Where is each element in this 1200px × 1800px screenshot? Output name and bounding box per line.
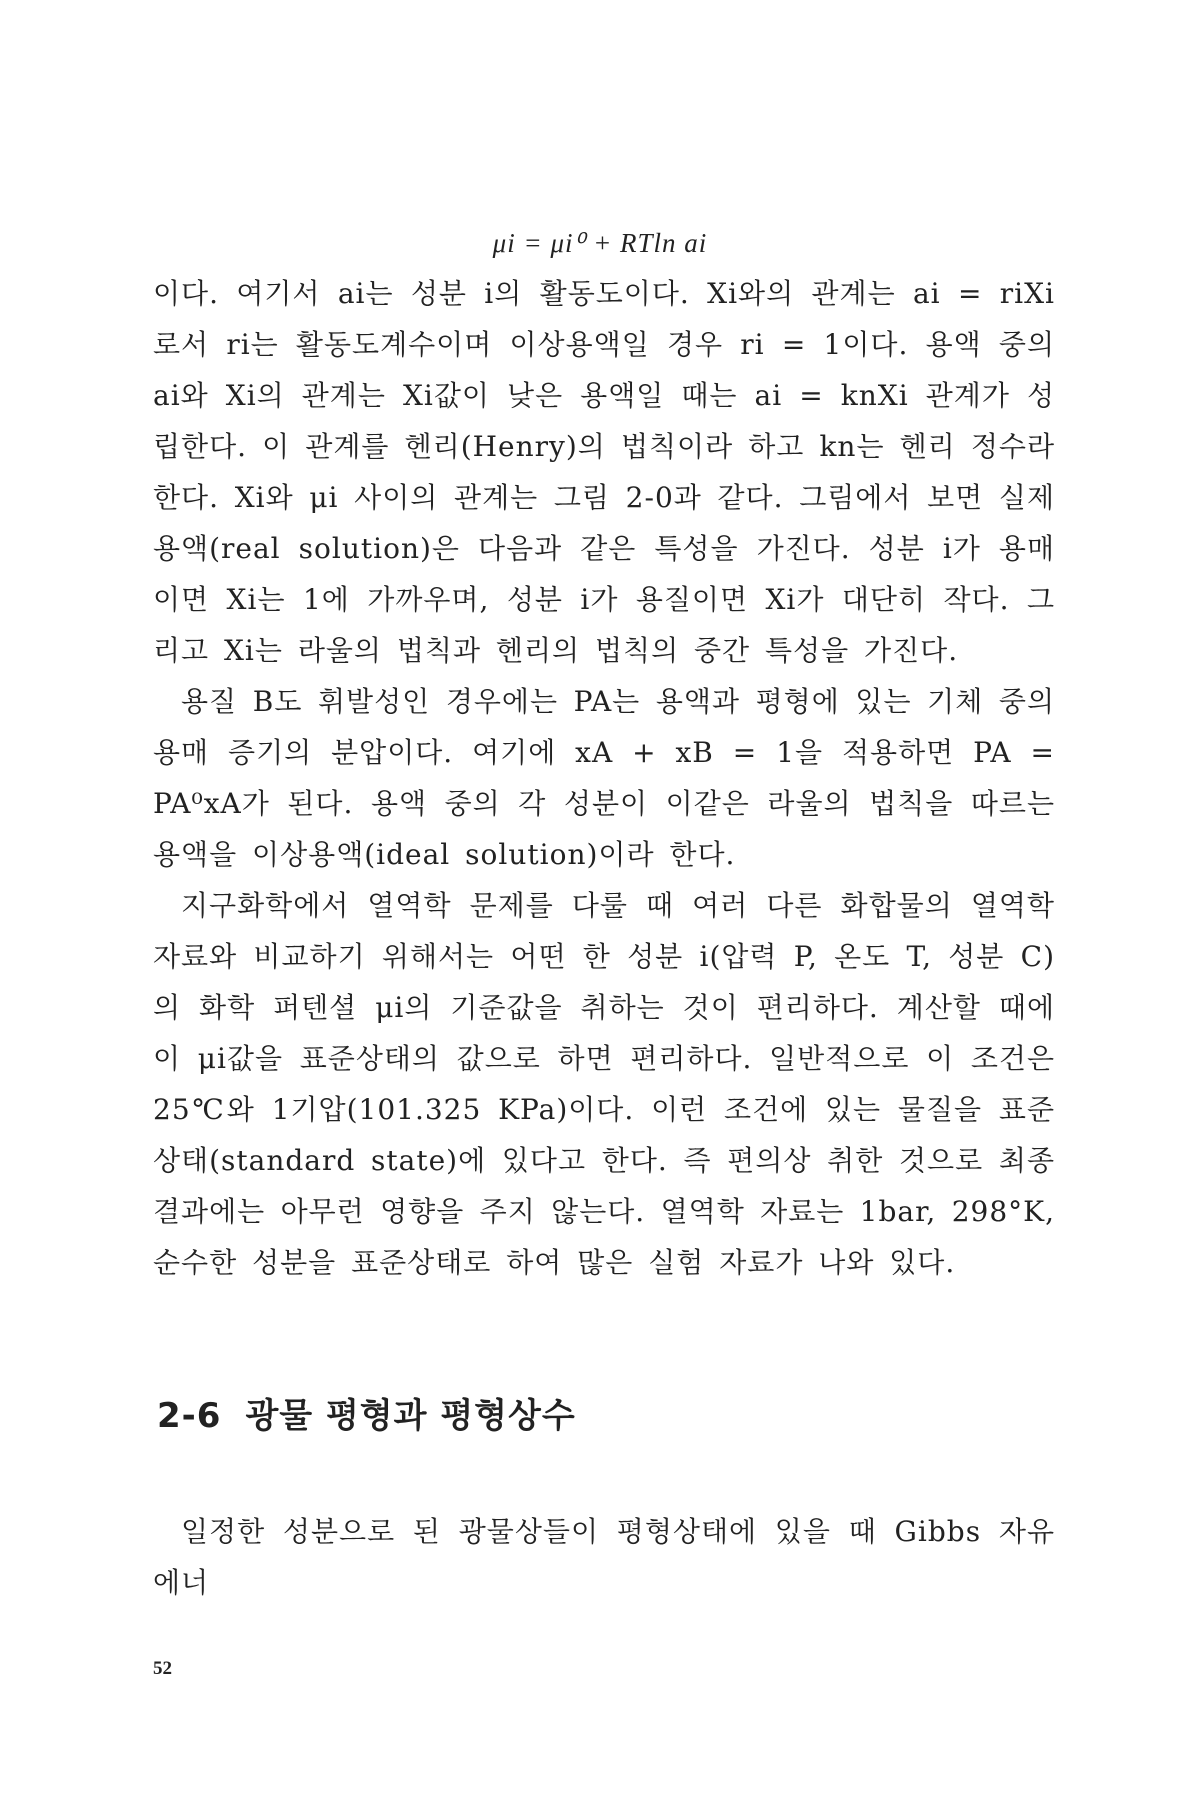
paragraph-ideal-solution	[153, 676, 1055, 880]
paragraph-standard-state	[153, 880, 1055, 1288]
section-number: 2-6	[157, 1396, 222, 1436]
paragraph-activity-henry-law	[153, 268, 1055, 676]
paragraph-mineral-equilibrium	[153, 1506, 1055, 1608]
section-title: 광물 평형과 평형상수	[245, 1396, 576, 1436]
paragraph-text: 이다. 여기서 ai는 성분 i의 활동도이다. Xi와의 관계는 ai = riXi로서 ri는 활동도계수이며 이상용액일 경우 ri = 1이다. 용액 중의 ai와 Xi의 관계는 Xi값이 낮은 용액일 때는 ai = knXi 관계가 성립한다. 이 관계를 헨리(Henry)의 법칙이라 하고 kn는 헨리 정수라 한다. Xi와 μi 사이의 관계는 그림 2-0과 같다. 그림에서 보면 실제용액(real solution)은 다음과 같은 특성을 가진다. 성분 i가 용매이면 Xi는 1에 가까우며, 성분 i가 용질이면 Xi가 대단히 작다. 그리고 Xi는 라울의 법칙과 헨리의 법칙의 중간 특성을 가진다.	[153, 277, 1055, 667]
chemical-potential-equation: μi = μi⁰ + RTln ai	[492, 228, 708, 258]
paragraph-text: 일정한 성분으로 된 광물상들이 평형상태에 있을 때 Gibbs 자유에너	[153, 1515, 1055, 1599]
paragraph-text: 지구화학에서 열역학 문제를 다룰 때 여러 다른 화합물의 열역학 자료와 비교하기 위해서는 어떤 한 성분 i(압력 P, 온도 T, 성분 C)의 화학 퍼텐셜 μi의 기준값을 취하는 것이 편리하다. 계산할 때에 이 μi값을 표준상태의 값으로 하면 편리하다. 일반적으로 이 조건은 25℃와 1기압(101.325 KPa)이다. 이런 조건에 있는 물질을 표준상태(standard state)에 있다고 한다. 즉 편의상 취한 것으로 최종 결과에는 아무런 영향을 주지 않는다. 열역학 자료는 1bar, 298°K, 순수한 성분을 표준상태로 하여 많은 실험 자료가 나와 있다.	[153, 889, 1055, 1279]
page-number: 52	[153, 1658, 172, 1679]
section-heading	[157, 1388, 576, 1437]
paragraph-text: 용질 B도 휘발성인 경우에는 PA는 용액과 평형에 있는 기체 중의 용매 증기의 분압이다. 여기에 xA + xB = 1을 적용하면 PA = PA⁰xA가 된다. 용액 중의 각 성분이 이같은 라울의 법칙을 따르는 용액을 이상용액(ideal solution)이라 한다.	[153, 685, 1055, 871]
